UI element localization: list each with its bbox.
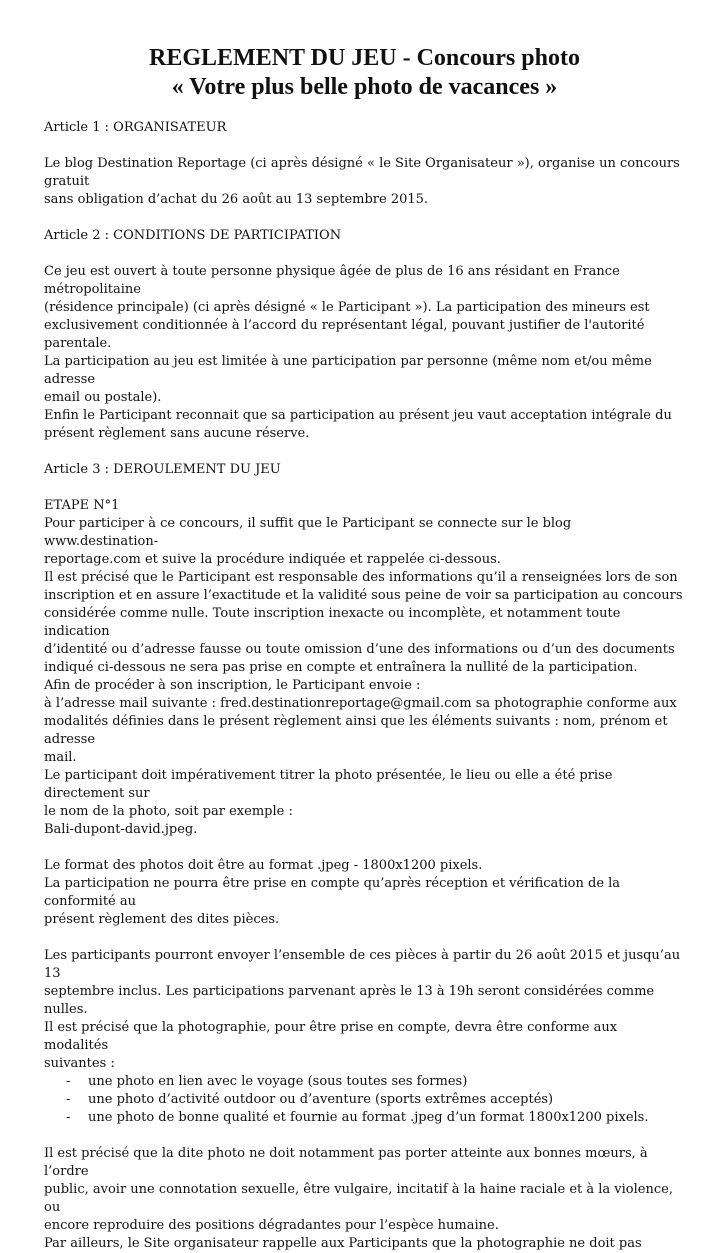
article-2-text: Ce jeu est ouvert à toute personne physique âgée de plus de 16 ans résidant en France métropolitaine (résidence principale) (ci après désigné « le Participant »). La participation des mineurs est exclusivement conditionnée à l’accord du représentant légal, pouvant justifier de l'autorité parentale. La participation au jeu est limitée à une participation par personne (même nom et/ou même adresse email ou postale). Enfin le Participant reconnait que sa participation au présent jeu vaut acceptation intégrale du présent règlement sans aucune réserve. — [44, 264, 672, 441]
document-title — [44, 44, 685, 102]
article-1-heading: Article 1 : ORGANISATEUR — [44, 120, 227, 135]
document-body — [44, 119, 685, 1253]
etape-1-text: Pour participer à ce concours, il suffit que le Participant se connecte sur le blog www.destination- reportage.com et suive la procédure indiquée et rappelée ci-dessous. Il est précisé que le Participant est responsable des informations qu’il a renseignées lors de son inscription et en assure l’exactitude et la validité sous peine de voir sa participation au concours considérée comme nulle. Toute inscription inexacte ou incomplète, et notamment toute indication d’identité ou d’adresse fausse ou toute omission d’une des informations ou d’un des documents indiqué ci-dessous ne sera pas prise en compte et entraînera la nullité de la participation. Afin de procéder à son inscription, le Participant envoie : à l’adresse mail suivante : fred.destinationreportage@gmail.com sa photographie conforme aux modalités définies dans le présent règlement ainsi que les éléments suivants : nom, prénom et adresse mail. Le participant doit impérativement titrer la photo présentée, le lieu ou elle a été prise directement sur le nom de la photo, soit par exemple : Bali-dupont-david.jpeg. — [44, 516, 683, 837]
list-item: - une photo en lien avec le voyage (sous toutes ses formes) — [66, 1073, 685, 1091]
article-1-text: Le blog Destination Reportage (ci après désigné « le Site Organisateur »), organise un concours gratuit sans obligation d’achat du 26 août au 13 septembre 2015. — [44, 156, 680, 207]
dates-text: Les participants pourront envoyer l’ensemble de ces pièces à partir du 26 août 2015 et jusqu’au 13 septembre inclus. Les participations parvenant après le 13 à 19h seront considérées comme nulles. Il est précisé que la photographie, pour être prise en compte, devra être conforme aux modalités suivantes : — [44, 948, 681, 1071]
list-item: - une photo d’activité outdoor ou d’aventure (sports extrêmes acceptés) — [66, 1091, 685, 1109]
final-text: Il est précisé que la dite photo ne doit notamment pas porter atteinte aux bonnes mœurs, à l’ordre public, avoir une connotation sexuelle, être vulgaire, incitatif à la haine raciale et à la violence, ou encore reproduire des positions dégradantes pour l’espèce humaine. Par ailleurs, le Site organisateur rappelle aux Participants que la photographie ne doit pas — [44, 1146, 673, 1251]
article-2-heading: Article 2 : CONDITIONS DE PARTICIPATION — [44, 228, 342, 243]
title-line-2: « Votre plus belle photo de vacances » — [171, 74, 558, 100]
list-item: - une photo de bonne qualité et fournie au format .jpeg d’un format 1800x1200 pixels. — [66, 1109, 685, 1127]
title-line-1: REGLEMENT DU JEU - Concours photo — [149, 45, 580, 71]
article-3-heading: Article 3 : DEROULEMENT DU JEU — [44, 462, 281, 477]
etape-1-heading: ETAPE N°1 — [44, 498, 120, 513]
conditions-list — [44, 1073, 685, 1127]
format-text: Le format des photos doit être au format .jpeg - 1800x1200 pixels. La participation ne pourra être prise en compte qu’après réception et vérification de la conformité au présent règlement des dites pièces. — [44, 858, 621, 927]
